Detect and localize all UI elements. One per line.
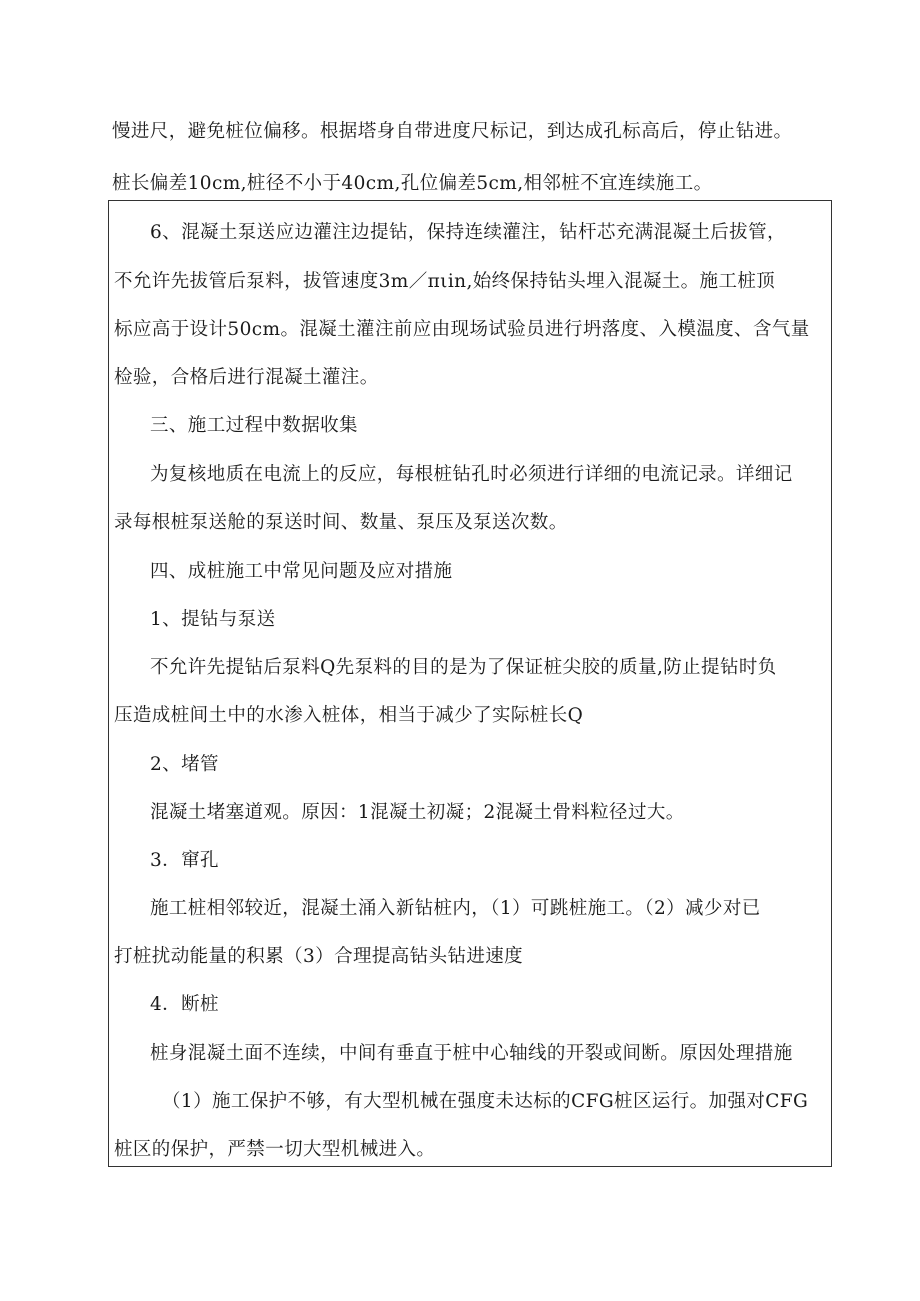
paragraph-3-line: 录每根桩泵送舱的泵送时间、数量、泵压及泵送次数。 — [114, 512, 568, 533]
subsection-2-text: 混凝土堵塞道观。原因：1混凝土初凝；2混凝土骨料粒径过大。 — [150, 802, 685, 823]
paragraph-6-line: 检验，合格后进行混凝土灌注。 — [114, 367, 379, 388]
subsection-title-1: 1、提钻与泵送 — [150, 609, 276, 630]
subsection-title-2: 2、堵管 — [150, 754, 219, 775]
subsection-3-text: 打桩扰动能量的积累（3）合理提高钻头钻进速度 — [114, 946, 524, 967]
paragraph-3-line: 为复核地质在电流上的反应，每根桩钻孔时必须进行详细的电流记录。详细记 — [150, 464, 793, 485]
section-heading-3: 三、施工过程中数据收集 — [150, 415, 358, 436]
body-text-line: 慢进尺，避免桩位偏移。根据塔身自带进度尺标记，到达成孔标高后，停止钻进。 — [112, 121, 793, 142]
subsection-4-text: 桩区的保护，严禁一切大型机械进入。 — [114, 1139, 436, 1160]
subsection-4-text: （1）施工保护不够，有大型机械在强度未达标的CFG桩区运行。加强对CFG — [162, 1091, 809, 1112]
subsection-1-text: 不允许先提钻后泵料Q先泵料的目的是为了保证桩尖胶的质量,防止提钻时负 — [150, 657, 777, 678]
paragraph-6-line: 6、混凝土泵送应边灌注边提钻，保持连续灌注，钻杆芯充满混凝土后拔管， — [150, 222, 786, 243]
subsection-title-4: 4．断桩 — [150, 994, 219, 1015]
section-heading-4: 四、成桩施工中常见问题及应对措施 — [150, 561, 453, 582]
subsection-4-text: 桩身混凝土面不连续，中间有垂直于桩中心轴线的开裂或间断。原因处理措施 — [150, 1043, 793, 1064]
subsection-title-3: 3．窜孔 — [150, 850, 219, 871]
subsection-1-text: 压造成桩间土中的水渗入桩体，相当于减少了实际桩长Q — [114, 705, 584, 726]
subsection-3-text: 施工桩相邻较近，混凝土涌入新钻桩内，（1）可跳桩施工。（2）减少对已 — [150, 898, 761, 919]
paragraph-6-line: 不允许先拔管后泵料，拔管速度3m／πιin,始终保持钻头埋入混凝土。施工桩顶 — [114, 271, 776, 292]
paragraph-6-line: 标应高于设计50cm。混凝土灌注前应由现场试验员进行坍落度、入模温度、含气量 — [114, 319, 810, 340]
content-box — [108, 200, 832, 1167]
body-text-line: 桩长偏差10cm,桩径不小于40cm,孔位偏差5cm,相邻桩不宜连续施工。 — [112, 173, 713, 194]
